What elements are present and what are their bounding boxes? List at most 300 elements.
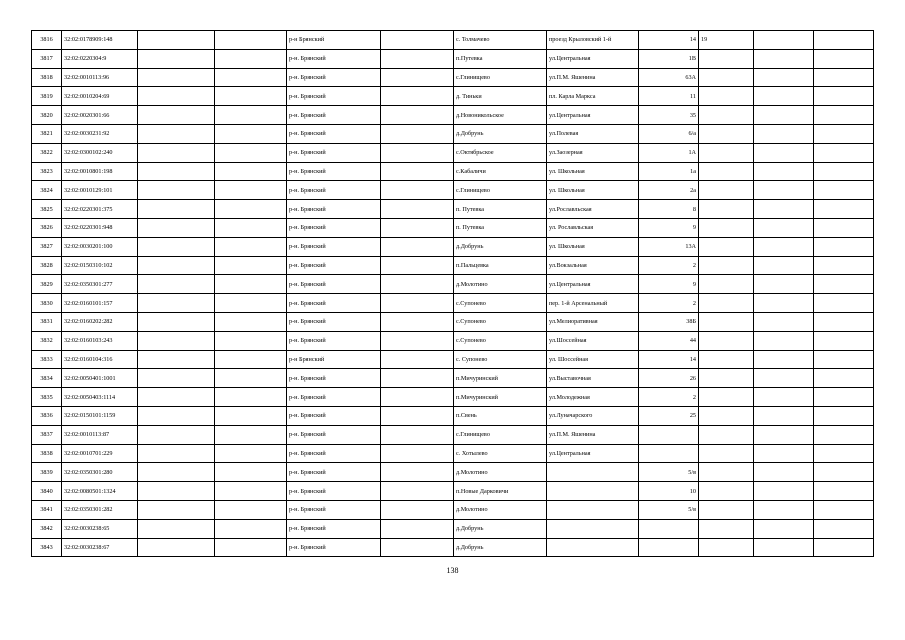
empty-cell <box>814 519 874 538</box>
empty-cell <box>814 49 874 68</box>
empty-cell <box>138 87 215 106</box>
table-row <box>32 425 874 444</box>
empty-cell <box>381 106 454 125</box>
locality-cell: д. Тиньки <box>454 87 547 106</box>
locality-cell: с. Хотылево <box>454 444 547 463</box>
empty-cell <box>814 294 874 313</box>
extra-number-cell <box>699 143 754 162</box>
empty-cell <box>381 124 454 143</box>
empty-cell <box>754 218 814 237</box>
empty-cell <box>814 256 874 275</box>
house-number-cell: 1В <box>639 49 699 68</box>
house-number-cell: 25 <box>639 406 699 425</box>
empty-cell <box>754 49 814 68</box>
extra-number-cell <box>699 463 754 482</box>
locality-cell: д.Добрунь <box>454 124 547 143</box>
district-cell: р-н. Брянский <box>287 87 381 106</box>
empty-cell <box>381 312 454 331</box>
empty-cell <box>814 87 874 106</box>
table-row <box>32 500 874 519</box>
extra-number-cell <box>699 388 754 407</box>
house-number-cell: 38Б <box>639 312 699 331</box>
empty-cell <box>138 143 215 162</box>
empty-cell <box>814 350 874 369</box>
empty-cell <box>138 256 215 275</box>
empty-cell <box>215 444 287 463</box>
row-number: 3820 <box>32 106 62 125</box>
empty-cell <box>754 181 814 200</box>
empty-cell <box>754 312 814 331</box>
extra-number-cell <box>699 49 754 68</box>
district-cell: р-н. Брянский <box>287 425 381 444</box>
empty-cell <box>381 143 454 162</box>
empty-cell <box>381 256 454 275</box>
empty-cell <box>381 200 454 219</box>
row-number: 3840 <box>32 482 62 501</box>
empty-cell <box>814 143 874 162</box>
cadastral-number: 32:02:0160103:243 <box>62 331 138 350</box>
empty-cell <box>138 538 215 557</box>
empty-cell <box>381 406 454 425</box>
table-row <box>32 275 874 294</box>
empty-cell <box>814 482 874 501</box>
street-cell: ул.Выставочная <box>547 369 639 388</box>
row-number: 3833 <box>32 350 62 369</box>
cadastral-number: 32:02:0010129:101 <box>62 181 138 200</box>
house-number-cell <box>639 444 699 463</box>
locality-cell: д.Новоникольское <box>454 106 547 125</box>
empty-cell <box>381 350 454 369</box>
street-cell: ул.Заозерная <box>547 143 639 162</box>
table-row <box>32 482 874 501</box>
extra-number-cell <box>699 68 754 87</box>
extra-number-cell <box>699 200 754 219</box>
row-number: 3822 <box>32 143 62 162</box>
locality-cell: с.Супонево <box>454 331 547 350</box>
house-number-cell: 2 <box>639 256 699 275</box>
address-registry-table <box>31 30 874 557</box>
row-number: 3842 <box>32 519 62 538</box>
district-cell: р-н. Брянский <box>287 519 381 538</box>
empty-cell <box>814 538 874 557</box>
empty-cell <box>814 237 874 256</box>
empty-cell <box>215 388 287 407</box>
empty-cell <box>754 331 814 350</box>
extra-number-cell <box>699 294 754 313</box>
table-row <box>32 294 874 313</box>
empty-cell <box>814 463 874 482</box>
locality-cell: п. Путевка <box>454 218 547 237</box>
district-cell: р-н Брянский <box>287 31 381 50</box>
house-number-cell: 2 <box>639 294 699 313</box>
street-cell: ул.Молодежная <box>547 388 639 407</box>
district-cell: р-н. Брянский <box>287 49 381 68</box>
row-number: 3818 <box>32 68 62 87</box>
locality-cell: с. Супонево <box>454 350 547 369</box>
cadastral-number: 32:02:0350301:280 <box>62 463 138 482</box>
district-cell: р-н. Брянский <box>287 124 381 143</box>
district-cell: р-н. Брянский <box>287 275 381 294</box>
cadastral-number: 32:02:0178909:148 <box>62 31 138 50</box>
house-number-cell: 9 <box>639 218 699 237</box>
row-number: 3817 <box>32 49 62 68</box>
empty-cell <box>381 482 454 501</box>
row-number: 3821 <box>32 124 62 143</box>
district-cell: р-н. Брянский <box>287 463 381 482</box>
row-number: 3825 <box>32 200 62 219</box>
empty-cell <box>381 162 454 181</box>
empty-cell <box>138 369 215 388</box>
empty-cell <box>215 31 287 50</box>
street-cell <box>547 482 639 501</box>
row-number: 3841 <box>32 500 62 519</box>
street-cell: ул.Центральная <box>547 49 639 68</box>
district-cell: р-н. Брянский <box>287 444 381 463</box>
empty-cell <box>215 331 287 350</box>
empty-cell <box>814 312 874 331</box>
cadastral-number: 32:02:0010801:198 <box>62 162 138 181</box>
cadastral-number: 32:02:0030238:67 <box>62 538 138 557</box>
table-row <box>32 237 874 256</box>
empty-cell <box>754 275 814 294</box>
row-number: 3836 <box>32 406 62 425</box>
house-number-cell: 2 <box>639 388 699 407</box>
empty-cell <box>138 425 215 444</box>
cadastral-number: 32:02:0080501:1324 <box>62 482 138 501</box>
table-row <box>32 350 874 369</box>
locality-cell: с.Глинищево <box>454 425 547 444</box>
table-row <box>32 519 874 538</box>
district-cell: р-н. Брянский <box>287 369 381 388</box>
empty-cell <box>138 68 215 87</box>
empty-cell <box>381 237 454 256</box>
empty-cell <box>754 162 814 181</box>
cadastral-number: 32:02:0220301:948 <box>62 218 138 237</box>
locality-cell: д.Молотино <box>454 463 547 482</box>
extra-number-cell <box>699 538 754 557</box>
house-number-cell: 44 <box>639 331 699 350</box>
empty-cell <box>138 218 215 237</box>
table-row <box>32 87 874 106</box>
table-row <box>32 31 874 50</box>
cadastral-number: 32:02:0010113:96 <box>62 68 138 87</box>
empty-cell <box>754 482 814 501</box>
table-row <box>32 218 874 237</box>
empty-cell <box>754 68 814 87</box>
empty-cell <box>138 463 215 482</box>
extra-number-cell <box>699 500 754 519</box>
empty-cell <box>138 482 215 501</box>
extra-number-cell <box>699 162 754 181</box>
street-cell: пер. 1-й Арсенальный <box>547 294 639 313</box>
empty-cell <box>814 406 874 425</box>
street-cell <box>547 519 639 538</box>
street-cell: ул.Рославльская <box>547 200 639 219</box>
street-cell: ул.Вокзальная <box>547 256 639 275</box>
cadastral-number: 32:02:0050401:1001 <box>62 369 138 388</box>
row-number: 3830 <box>32 294 62 313</box>
district-cell: р-н. Брянский <box>287 406 381 425</box>
table-row <box>32 49 874 68</box>
district-cell: р-н. Брянский <box>287 143 381 162</box>
table-row <box>32 312 874 331</box>
empty-cell <box>814 106 874 125</box>
empty-cell <box>215 256 287 275</box>
row-number: 3834 <box>32 369 62 388</box>
empty-cell <box>754 87 814 106</box>
street-cell: ул.П.М. Яшенина <box>547 425 639 444</box>
empty-cell <box>138 124 215 143</box>
street-cell: ул.Центральная <box>547 444 639 463</box>
street-cell: ул.Полевая <box>547 124 639 143</box>
empty-cell <box>381 49 454 68</box>
table-row <box>32 369 874 388</box>
table-row <box>32 256 874 275</box>
street-cell: ул.П.М. Яшенина <box>547 68 639 87</box>
district-cell: р-н. Брянский <box>287 218 381 237</box>
empty-cell <box>814 331 874 350</box>
cadastral-number: 32:02:0010701:229 <box>62 444 138 463</box>
empty-cell <box>754 200 814 219</box>
house-number-cell: 63А <box>639 68 699 87</box>
extra-number-cell <box>699 331 754 350</box>
street-cell <box>547 463 639 482</box>
table-row <box>32 463 874 482</box>
cadastral-number: 32:02:0010204:69 <box>62 87 138 106</box>
house-number-cell <box>639 538 699 557</box>
locality-cell: п.Новые Дарковичи <box>454 482 547 501</box>
locality-cell: п.Свень <box>454 406 547 425</box>
locality-cell: д.Добрунь <box>454 538 547 557</box>
empty-cell <box>754 143 814 162</box>
empty-cell <box>381 388 454 407</box>
empty-cell <box>754 31 814 50</box>
table-row <box>32 181 874 200</box>
row-number: 3826 <box>32 218 62 237</box>
district-cell: р-н. Брянский <box>287 256 381 275</box>
street-cell: ул.Центральная <box>547 106 639 125</box>
extra-number-cell <box>699 425 754 444</box>
empty-cell <box>814 500 874 519</box>
empty-cell <box>754 444 814 463</box>
empty-cell <box>754 350 814 369</box>
empty-cell <box>754 463 814 482</box>
row-number: 3837 <box>32 425 62 444</box>
empty-cell <box>138 294 215 313</box>
row-number: 3838 <box>32 444 62 463</box>
row-number: 3835 <box>32 388 62 407</box>
empty-cell <box>138 519 215 538</box>
empty-cell <box>215 538 287 557</box>
district-cell: р-н. Брянский <box>287 200 381 219</box>
empty-cell <box>814 218 874 237</box>
empty-cell <box>754 294 814 313</box>
empty-cell <box>215 124 287 143</box>
locality-cell: с.Глинищево <box>454 181 547 200</box>
empty-cell <box>215 463 287 482</box>
district-cell: р-н. Брянский <box>287 181 381 200</box>
empty-cell <box>138 350 215 369</box>
empty-cell <box>215 369 287 388</box>
cadastral-number: 32:02:0160202:282 <box>62 312 138 331</box>
cadastral-number: 32:02:0350301:282 <box>62 500 138 519</box>
house-number-cell: 35 <box>639 106 699 125</box>
empty-cell <box>215 237 287 256</box>
empty-cell <box>138 275 215 294</box>
district-cell: р-н. Брянский <box>287 388 381 407</box>
house-number-cell <box>639 425 699 444</box>
table-row <box>32 200 874 219</box>
empty-cell <box>215 519 287 538</box>
extra-number-cell <box>699 87 754 106</box>
empty-cell <box>215 294 287 313</box>
extra-number-cell <box>699 124 754 143</box>
locality-cell: с.Октябрьское <box>454 143 547 162</box>
street-cell: проезд Крыловский 1-й <box>547 31 639 50</box>
empty-cell <box>215 218 287 237</box>
empty-cell <box>215 143 287 162</box>
district-cell: р-н. Брянский <box>287 500 381 519</box>
table-row <box>32 124 874 143</box>
empty-cell <box>138 312 215 331</box>
empty-cell <box>215 68 287 87</box>
locality-cell: п. Путевка <box>454 200 547 219</box>
empty-cell <box>814 124 874 143</box>
locality-cell: д.Молотино <box>454 275 547 294</box>
table-row <box>32 162 874 181</box>
empty-cell <box>138 162 215 181</box>
table-row <box>32 143 874 162</box>
row-number: 3816 <box>32 31 62 50</box>
locality-cell: п.Путевка <box>454 49 547 68</box>
empty-cell <box>215 350 287 369</box>
locality-cell: с.Супонево <box>454 312 547 331</box>
street-cell <box>547 500 639 519</box>
row-number: 3839 <box>32 463 62 482</box>
row-number: 3829 <box>32 275 62 294</box>
row-number: 3824 <box>32 181 62 200</box>
empty-cell <box>138 500 215 519</box>
district-cell: р-н. Брянский <box>287 68 381 87</box>
district-cell: р-н. Брянский <box>287 331 381 350</box>
table-row <box>32 68 874 87</box>
cadastral-number: 32:02:0300102:240 <box>62 143 138 162</box>
house-number-cell: 10 <box>639 482 699 501</box>
district-cell: р-н. Брянский <box>287 312 381 331</box>
house-number-cell: 8 <box>639 200 699 219</box>
house-number-cell: 1А <box>639 143 699 162</box>
row-number: 3828 <box>32 256 62 275</box>
empty-cell <box>215 312 287 331</box>
empty-cell <box>754 369 814 388</box>
extra-number-cell <box>699 312 754 331</box>
empty-cell <box>814 388 874 407</box>
empty-cell <box>814 31 874 50</box>
table-row <box>32 388 874 407</box>
empty-cell <box>215 275 287 294</box>
locality-cell: п.Мичуринский <box>454 369 547 388</box>
empty-cell <box>754 538 814 557</box>
cadastral-number: 32:02:0160101:157 <box>62 294 138 313</box>
locality-cell: д.Добрунь <box>454 519 547 538</box>
extra-number-cell <box>699 275 754 294</box>
district-cell: р-н. Брянский <box>287 538 381 557</box>
empty-cell <box>381 218 454 237</box>
empty-cell <box>381 463 454 482</box>
empty-cell <box>814 200 874 219</box>
house-number-cell: 2а <box>639 181 699 200</box>
empty-cell <box>754 256 814 275</box>
house-number-cell: 6/а <box>639 124 699 143</box>
cadastral-number: 32:02:0050403:1114 <box>62 388 138 407</box>
table-row <box>32 444 874 463</box>
empty-cell <box>381 294 454 313</box>
house-number-cell: 11 <box>639 87 699 106</box>
cadastral-number: 32:02:0030231:92 <box>62 124 138 143</box>
empty-cell <box>215 49 287 68</box>
empty-cell <box>754 406 814 425</box>
empty-cell <box>138 49 215 68</box>
street-cell: ул. Школьная <box>547 237 639 256</box>
empty-cell <box>215 500 287 519</box>
empty-cell <box>754 124 814 143</box>
empty-cell <box>814 444 874 463</box>
house-number-cell: 14 <box>639 350 699 369</box>
empty-cell <box>138 31 215 50</box>
empty-cell <box>754 519 814 538</box>
empty-cell <box>138 237 215 256</box>
extra-number-cell <box>699 406 754 425</box>
empty-cell <box>215 406 287 425</box>
row-number: 3827 <box>32 237 62 256</box>
street-cell: пл. Карла Маркса <box>547 87 639 106</box>
locality-cell: с.Кабаличи <box>454 162 547 181</box>
row-number: 3819 <box>32 87 62 106</box>
house-number-cell: 14 <box>639 31 699 50</box>
street-cell: ул. Школьная <box>547 181 639 200</box>
extra-number-cell <box>699 256 754 275</box>
empty-cell <box>215 425 287 444</box>
cadastral-number: 32:02:0010113:87 <box>62 425 138 444</box>
row-number: 3832 <box>32 331 62 350</box>
street-cell: ул.Центральная <box>547 275 639 294</box>
house-number-cell: 26 <box>639 369 699 388</box>
empty-cell <box>138 331 215 350</box>
house-number-cell: 5/в <box>639 500 699 519</box>
house-number-cell: 9 <box>639 275 699 294</box>
empty-cell <box>215 162 287 181</box>
cadastral-number: 32:02:0030201:100 <box>62 237 138 256</box>
cadastral-number: 32:02:0160104:316 <box>62 350 138 369</box>
empty-cell <box>138 106 215 125</box>
extra-number-cell <box>699 369 754 388</box>
street-cell <box>547 538 639 557</box>
street-cell: ул. Шоссейная <box>547 350 639 369</box>
empty-cell <box>381 87 454 106</box>
locality-cell: д.Молотино <box>454 500 547 519</box>
empty-cell <box>754 425 814 444</box>
empty-cell <box>381 500 454 519</box>
house-number-cell: 5/в <box>639 463 699 482</box>
locality-cell: с.Супонево <box>454 294 547 313</box>
cadastral-number: 32:02:0220301:375 <box>62 200 138 219</box>
table-row <box>32 106 874 125</box>
row-number: 3843 <box>32 538 62 557</box>
extra-number-cell <box>699 218 754 237</box>
extra-number-cell <box>699 519 754 538</box>
cadastral-number: 32:02:0030238:65 <box>62 519 138 538</box>
cadastral-number: 32:02:0150310:102 <box>62 256 138 275</box>
